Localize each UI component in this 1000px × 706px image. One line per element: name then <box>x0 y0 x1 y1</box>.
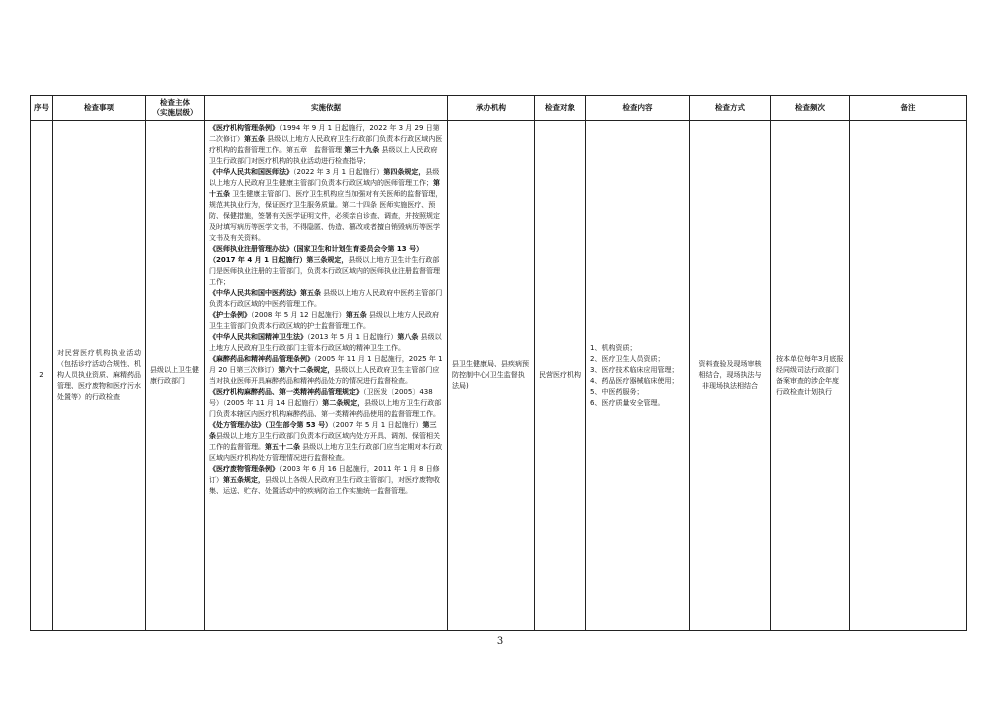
header-target: 检查对象 <box>535 96 586 121</box>
page-number: 3 <box>496 636 504 647</box>
basis-paragraph: 《中华人民共和国中医药法》第五条 县级以上地方人民政府中医药主管部门负责本行政区域的中医药管理工作。 <box>209 289 443 308</box>
basis-paragraph: 《医疗机构麻醉药品、第一类精神药品管理规定》（卫医发〔2005〕438 号）（2005 年 11 月 14 日起施行）第二条规定，县级以上地方卫生行政部门负责本辖区内医疗机构麻醉药品、第一类精神药品使用的监督管理工作。 <box>209 388 442 418</box>
basis-paragraph: 《护士条例》（2008 年 5 月 12 日起施行）第五条 县级以上地方人民政府卫生主管部门负责本行政区域的护士监督管理工作。 <box>209 311 440 330</box>
header-method: 检查方式 <box>690 96 771 121</box>
header-subject-line2: （实施层级） <box>152 108 198 117</box>
table-row <box>31 121 967 631</box>
header-item: 检查事项 <box>53 96 146 121</box>
basis-paragraph: 《医疗废物管理条例》（2003 年 6 月 16 日起施行，2011 年 1 月 8 日修订）第五条规定，县级以上各级人民政府卫生行政主管部门，对医疗废物收集、运送、贮存、处置活动中的疾病防治工作实施统一监督管理。 <box>209 465 440 495</box>
cell-method: 资料查验及现场审核相结合，现场执法与非现场执法相结合 <box>690 121 771 631</box>
basis-paragraph: 《麻醉药品和精神药品管理条例》（2005 年 11 月 1 日起施行，2025 年 1 月 20 日第三次修订）第六十二条规定，县级以上人民政府卫生主管部门应当对执业医师开具麻醉药品和精神药品处方的情况进行监督检查。 <box>209 355 443 385</box>
basis-paragraph: 《医师执业注册管理办法》（国家卫生和计划生育委员会令第 13 号）（2017 年 4 月 1 日起施行）第三条规定，县级以上地方卫生计生行政部门是医师执业注册的主管部门，负责本行政区域内的医师执业注册监督管理工作； <box>209 245 440 286</box>
header-frequency: 检查频次 <box>771 96 850 121</box>
cell-seq: 2 <box>31 121 53 631</box>
cell-remark <box>850 121 967 631</box>
header-remark: 备注 <box>850 96 967 121</box>
header-subject-line1: 检查主体 <box>160 98 190 107</box>
header-subject <box>146 96 205 121</box>
header-org: 承办机构 <box>448 96 535 121</box>
cell-org: 县卫生健康局、县疾病预防控制中心(卫生监督执法局) <box>448 121 535 631</box>
basis-paragraph: 《医疗机构管理条例》（1994 年 9 月 1 日起施行，2022 年 3 月 29 日第二次修订）第五条 县级以上地方人民政府卫生行政部门负责本行政区域内医疗机构的监督管理工作。第五章 监督管理 第三十九条 县级以上人民政府卫生行政部门对医疗机构的执业活动进行检查指导； <box>209 124 443 165</box>
header-basis: 实施依据 <box>205 96 448 121</box>
content-item: 3、医疗技术临床应用管理； <box>590 365 679 374</box>
content-item: 6、医疗质量安全管理。 <box>590 398 665 407</box>
content-item: 1、机构资质； <box>590 343 637 352</box>
cell-item: 对民营医疗机构执业活动（包括诊疗活动合规性、机构人员执业资质、麻精药品管理、医疗废物和医疗污水处置等）的行政检查 <box>53 121 146 631</box>
basis-paragraph: 《中华人民共和国精神卫生法》（2013 年 5 月 1 日起施行）第八条 县级以上地方人民政府卫生行政部门主管本行政区域的精神卫生工作。 <box>209 333 442 352</box>
cell-subject: 县级以上卫生健康行政部门 <box>146 121 205 631</box>
content-item: 2、医疗卫生人员资质； <box>590 354 665 363</box>
content-item: 5、中医药服务； <box>590 387 644 396</box>
header-content: 检查内容 <box>586 96 690 121</box>
cell-frequency: 按本单位每年3月底报经同级司法行政部门备案审查的涉企年度行政检查计划执行 <box>771 121 850 631</box>
content-item: 4、药品医疗器械临床使用； <box>590 376 679 385</box>
basis-paragraph: 《处方管理办法》（卫生部令第 53 号）（2007 年 5 月 1 日起施行）第三条县级以上地方卫生行政部门负责本行政区域内处方开具、调剂、保管相关工作的监督管理。第五十二条 县级以上地方卫生行政部门应当定期对本行政区域内医疗机构处方管理情况进行监督检查。 <box>209 421 443 462</box>
cell-content <box>586 121 690 631</box>
cell-basis <box>205 121 448 631</box>
table-header-row <box>31 96 967 121</box>
inspection-table <box>30 95 967 631</box>
basis-paragraph: 《中华人民共和国医师法》（2022 年 3 月 1 日起施行）第四条规定，县级以上地方人民政府卫生健康主管部门负责本行政区域内的医师管理工作；第十五条 卫生健康主管部门、医疗卫生机构应当加强对有关医师的监督管理，规范其执业行为，保证医疗卫生服务质量。第二十四条 医师实施医疗、预防、保健措施，签署有关医学证明文件，必须亲自诊查、调查，并按照规定及时填写病历等医学文书，不得隐匿、伪造、篡改或者擅自销毁病历等医学文书及有关资料。 <box>209 168 443 242</box>
cell-target: 民营医疗机构 <box>535 121 586 631</box>
header-seq: 序号 <box>31 96 53 121</box>
